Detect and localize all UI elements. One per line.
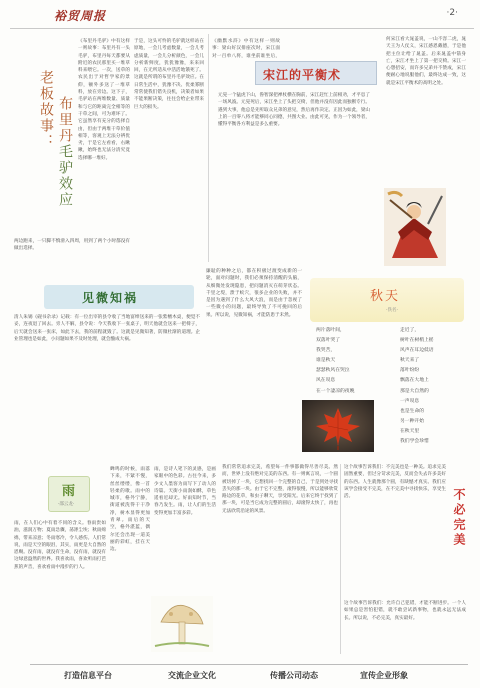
page-number: ·2· <box>446 8 458 18</box>
song-jiang-heading-box <box>255 61 377 85</box>
page-footer <box>0 664 480 688</box>
poem-line: 两片落叶间， <box>316 328 345 333</box>
poem-line: 秋天来了 <box>400 358 420 364</box>
rain-title: 雨 <box>62 484 76 499</box>
poem-line: 也是生命的 <box>400 408 424 414</box>
warrior-illustration <box>384 188 446 266</box>
poem-line: 瑟瑟秋风在哭泣 <box>316 368 350 374</box>
rain-col2: 蝉鸣的时候，雨落下来，不紧不慢，丝丝缕缕，像一首轻柔的歌。雨中的城市，格外宁静，街道被洗得干干净净，树木显得更加青翠。雨后的天空，格外湛蓝，偶尔还会出现一道美丽的彩虹，挂在天边。 <box>110 467 150 553</box>
rain-subtitle: ·邵云龙· <box>58 502 75 507</box>
song-jiang-col1: 元晃一个猛虎下山，鲁智深把禅杖横在胸前，宋江赶忙上前相劝，才平息了一场风波。元晃死后，宋江坐上了头把交椅，但他并没有因此而独断专行。遇到大事，他总是先听取众兄弟的意见，然后再作决定。正因为如此，梁山上的一百零八将才能够同心同德，共图大业。由此可见，作为一个领导者，懂得平衡各方利益是多么重要。 <box>218 93 370 128</box>
jianwei-title: 见微知祸 <box>82 291 139 305</box>
boss-story-subheading <box>55 96 75 208</box>
boss-story-subheading-1: 布里丹 <box>57 96 73 144</box>
perfect-title: 不必完美 <box>452 488 466 548</box>
poem-line: 落叶纷纷 <box>400 368 420 374</box>
poem-line: 飘落在大地上 <box>400 378 429 384</box>
footer-slogan-1: 打造信息平台 <box>64 671 112 680</box>
perfect-col3: 这个故事告诉我们：允许自己犯错，才能不断进步。一个人如果总是害怕犯错，就不敢尝试新事物，也就永远无法成长。所以说，不必完美，真实最好。 <box>344 601 466 621</box>
red-leaf-image <box>302 400 374 452</box>
song-jiang-col2: 何宋江看大晁盖说，一山不容二虎，晁天王为人仗义，宋江感恩戴德，于是他把主位让给了晁盖。后来晁盖中箭身亡，宋江才坐上了第一把交椅。宋江一心想招安，而许多兄弟并不赞成，宋江便耐心地说服他们，最终达成一致，这就是宋江平衡术的高明之处。 <box>386 37 466 86</box>
poem-line: 风声在耳边低语 <box>400 348 434 354</box>
song-jiang-title: 宋江的平衡术 <box>263 68 342 82</box>
rain-col3: 雨，是诗人笔下的灵感，是画家眼中的色彩。古往今来，多少文人墨客为雨写下了动人的诗篇。天街小雨润如酥，草色遥看近却无。好雨知时节，当春乃发生。雨，让人们的生活变得更加丰富多彩。 <box>154 467 216 516</box>
column-divider <box>340 464 341 654</box>
poem-line: 那是大自然的 <box>400 388 429 394</box>
masthead-title: 裕贸周报 <box>54 9 107 23</box>
rain-col1: 雨，在人们心中有着不同的含义。春雨贵如油，滋润万物；夏雨急骤，荡涤尘埃；秋雨绵绵，带来凉意；冬雨寒冷，令人感伤。人们常说，雨是天空的眼泪，其实，雨更是大自然的恩赐。没有雨，就没有生命，没有雨，就没有这绿意盎然的世界。我喜欢雨，喜欢听雨打芭蕉的声音，喜欢看雨中漫步的行人。 <box>14 521 106 570</box>
rain-heading-box <box>48 476 90 512</box>
perfect-col1: 我们常常追求完美，希望每一件事都做得尽善尽美。然而，世界上没有绝对完美的东西。有一则寓言说，一个圆被切掉了一块，它想找回一个完整的自己，于是到处寻找丢失的那一块。由于它不完整，滚得很慢，所以能够欣赏路边的花草，和虫子聊天，享受阳光。后来它终于找到了那一块，可是当它成为完整的圆后，却滚得太快了，再也无法欣赏沿途的风景。 <box>222 465 338 514</box>
footer-slogan-4: 宣传企业形象 <box>360 671 408 680</box>
poem-line: 双落叶哭了 <box>316 338 340 344</box>
autumn-title: 秋天 <box>370 289 401 304</box>
poem-line: 另一种开始 <box>400 418 424 424</box>
poem-line: 走近了， <box>400 328 420 333</box>
poem-line: 我们学会珍惜 <box>400 439 429 445</box>
mushroom-illustration <box>151 596 213 652</box>
poem-line: 我哭苦， <box>316 348 336 354</box>
poem-line: 树叶在树梢上摇 <box>400 338 434 344</box>
header-rule <box>10 28 474 29</box>
boss-story-col1-tail: 两边跑来，一只脚不慎滑入四周，用到了两个小时都没有做出选择。 <box>14 239 130 252</box>
boss-story-col1: 《布里丹毛驴》中有这样一则故事：布里丹有一头毛驴，布里丹每天都要从附近的农民那里买一堆草料来喂它。一次，送草的农民出于对哲学家的景仰，额外多送了一堆草料，放在旁边。这下子，毛驴站在两堆数量、质量和与它的距离完全相等的干草之间，可为难坏了。它虽然享有充分的选择自由，但由于两堆干草价值相等，客观上无法分辨优劣，于是它左看看，右瞅瞅，始终也无法分清究竟选择哪一堆好。 <box>78 39 130 161</box>
poem-line: 风在叹息 <box>316 378 336 384</box>
autumn-subtitle: ·佚名· <box>386 308 399 313</box>
boss-story-heading: 老板故事： <box>38 70 54 150</box>
footer-slogan-3: 传播公司动态 <box>270 671 318 680</box>
footer-rule <box>30 664 468 665</box>
footer-slogan-2: 交流企业文化 <box>168 671 216 680</box>
column-divider <box>208 34 209 262</box>
boss-story-col2: 于是，这头可怜的毛驴就这样站在原地，一会儿考虑数量，一会儿考虑质量，一会儿分析颜色，一会儿分析新鲜度，犹犹豫豫，来来回回，在无所适从中活活地饿死了。这就是所谓的布里丹毛驴效应。在日常生活中，犹豫不决、优柔寡断常常使我们错失良机，决策者如果不能果断决策，往往会给企业带来巨大的损失。 <box>134 39 204 110</box>
jianwei-col2: 廉耻的种种之后，都在积极过渡变成新的一轮，面对问题时，我们必须保持清醒的头脑，从细微处发现隐患，把问题消灭在萌芽状态。千里之堤，溃于蚁穴，很多企业的失败，并不是因为遇到了什么大风大浪，而是由于忽视了一些微小的问题，最终导致了不可挽回的后果。所以说，见微知祸，才能防患于未然。 <box>206 269 302 318</box>
song-jiang-intro: 《幽默水浒》中有这样一则故事：梁山好汉排座次时，宋江面对一百单八将，谁坐前谁坐后， <box>212 39 280 58</box>
jianwei-col1: 清人朱锡《砚书杂录》记载：有一位出宰的县令收了当地富绅送来的一张紫檀木桌，便觉不妥，连夜退了回去。旁人不解，县令说：今天我收下一张桌子，明天他就会送来一把椅子，后天就会送来一张床，如此下去，我的前程就毁了。这就是见微知著，防微杜渐的道理。企业管理也是如此，小问题如果不及时处理，就会酿成大祸。 <box>14 315 200 342</box>
perfect-col2: 这个故事告诉我们：不完美也是一种美。追求完美固然重要，但过分苛求完美，反而会失去许多美好的东西。人生就像那个圆，有缺憾才真实。我们应该学会接受不完美，在不完美中寻找快乐，享受生活。 <box>344 465 446 500</box>
page-header <box>8 6 472 28</box>
poem-line: 在一个凄凉的夜晚 <box>316 388 355 394</box>
poem-line: 在秋天里 <box>400 428 420 434</box>
poem-line: 谁是秋天 <box>316 358 336 364</box>
boss-story-subheading-2: 毛驴效应 <box>57 144 73 208</box>
poem-line: 一声叹息 <box>400 398 420 404</box>
jianwei-heading-box <box>44 285 194 309</box>
autumn-poem-right <box>400 326 466 456</box>
autumn-heading-box <box>310 278 464 322</box>
